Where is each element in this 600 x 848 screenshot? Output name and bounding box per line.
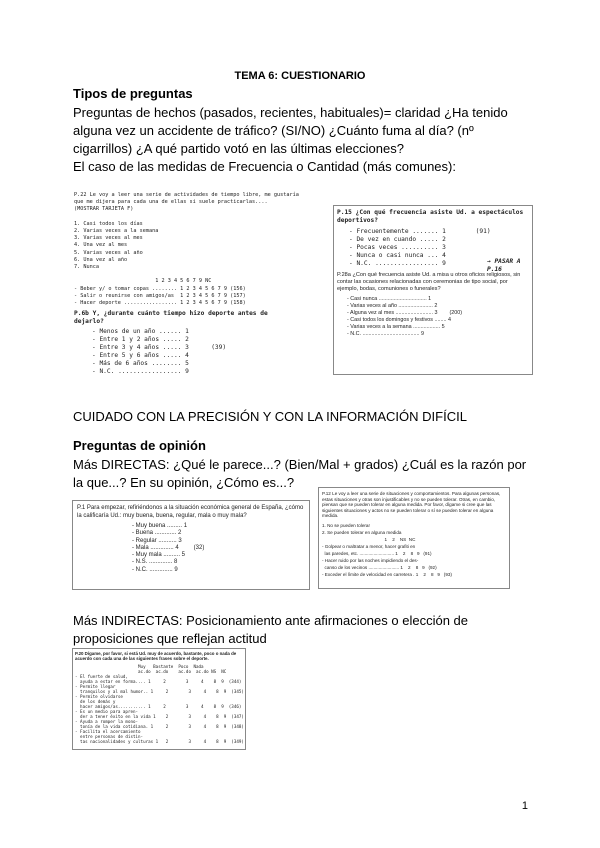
paragraph-indirect: Más INDIRECTAS: Posicionamiento ante afirmaciones o elección de proposiciones que reflejan actitud bbox=[73, 613, 468, 646]
scan-line: - Es un medio para apren- bbox=[75, 708, 139, 714]
scan-questionnaire-economy bbox=[72, 500, 310, 590]
scan-line: de los demás y bbox=[75, 698, 116, 704]
scan-line: - Beber y/ o tomar copas ........ 1 2 3 4 5 6 7 9 (156) bbox=[74, 285, 246, 292]
scan-line: - Entre 1 y 2 años ..... 2 bbox=[92, 336, 189, 344]
scan-line: tranquilos y al mal humor.. 1 2 3 4 8 9 (345) bbox=[75, 688, 244, 694]
scan-line: las paredes, etc. ........................... 1 2 8 9 (91) bbox=[322, 550, 432, 556]
scan-line: - Regular ........... 3 bbox=[132, 537, 182, 544]
scan-questionnaire-leisure bbox=[72, 190, 299, 385]
scan-line: - Casi todos los domingos y festivos ........ 4 bbox=[347, 317, 451, 323]
scan-line: - Frecuentemente ....... 1 (91) bbox=[349, 228, 491, 235]
scan-line: 1. No se pueden tolerar bbox=[322, 522, 371, 528]
scan-line: - N.C. .............. 9 bbox=[132, 566, 178, 573]
scan-line: - Nunca o casi nunca ... 4 bbox=[349, 252, 446, 259]
scan-c-question: P.1 Para empezar, refiriéndonos a la situación económica general de España, ¿cómo la calificaría Ud.: muy buena, buena, regular, mala o muy mala? bbox=[77, 505, 304, 519]
scan-a-question: P.6b Y, ¿durante cuánto tiempo hizo deporte antes de dejarlo? bbox=[74, 310, 268, 326]
scan-line: - Buena ............. 2 bbox=[132, 530, 182, 537]
scan-line: 1 2 NS NC bbox=[322, 536, 416, 542]
scan-line: canso de los vecinos ........................ 1 2 8 9 (92) bbox=[322, 564, 437, 570]
scan-line: - Ayuda a romper la mono- bbox=[75, 718, 139, 724]
scan-line: (MOSTRAR TARJETA F) bbox=[74, 206, 134, 213]
scan-line: 6. Una vez al año bbox=[74, 256, 128, 263]
paragraph-facts: Preguntas de hechos (pasados, recientes, habituales)= claridad ¿Ha tenido alguna vez un accidente de tráfico? (SI/NO) ¿Cuánto fuma al día? (nº cigarrillos) ¿A qué partido votó en las últimas elecciones? bbox=[73, 105, 508, 156]
scan-line: - Varias veces a la semana .................. 5 bbox=[347, 324, 445, 330]
scan-line: - Menos de un año ...... 1 bbox=[92, 328, 189, 336]
scan-line bbox=[74, 214, 270, 221]
page-title: TEMA 6: CUESTIONARIO bbox=[234, 70, 366, 82]
scan-line: - Más de 6 años ........ 5 bbox=[92, 360, 189, 368]
scan-line: - Permite llegar bbox=[75, 683, 116, 689]
scan-questionnaire-attendance bbox=[333, 205, 533, 375]
scan-b-question-1: P.15 ¿Con qué frecuencia asiste Ud. a espectáculos deportivos? bbox=[337, 209, 524, 224]
paragraph-frequency: El caso de las medidas de Frecuencia o Cantidad (más comunes): bbox=[73, 159, 456, 174]
scan-line: hacer amigos/as........... 1 2 3 4 8 9 (346) bbox=[75, 703, 242, 709]
scan-line: - Muy buena ......... 1 bbox=[132, 523, 188, 529]
scan-line: 7. Nunca bbox=[74, 264, 99, 271]
section-heading-types: Tipos de preguntas bbox=[73, 86, 193, 101]
scan-line: tonía de la vida cotidiana. 1 2 3 4 8 9 (348) bbox=[75, 723, 244, 729]
scan-line: - Varias veces al año ....................... 2 bbox=[347, 303, 438, 309]
scan-c-options bbox=[77, 523, 305, 574]
scan-line: - Entre 5 y 6 años ..... 4 bbox=[92, 352, 189, 360]
scan-line: - Hacer deporte ................. 1 2 3 4 5 6 7 9 (158) bbox=[74, 300, 246, 307]
scan-line: - Mala .............. 4 (32) bbox=[132, 544, 205, 551]
scan-line: - Muy mala .......... 5 bbox=[132, 552, 186, 559]
scan-line: ayuda a estar en forma.... 1 2 3 4 8 9 (344) bbox=[75, 678, 242, 684]
scan-line: 1. Casi todos los días bbox=[74, 220, 143, 227]
scan-line: 2. Se pueden tolerar en alguna medida bbox=[322, 529, 402, 535]
scan-questionnaire-sport-attitudes bbox=[72, 648, 246, 750]
scan-line: - Golpear o maltratar a menor, hacer grafiti en bbox=[322, 543, 416, 549]
section-heading-opinion: Preguntas de opinión bbox=[73, 438, 206, 453]
skip-label: PASAR A P.16 bbox=[487, 258, 521, 273]
scan-line: - Entre 3 y 4 años ..... 3 (39) bbox=[92, 344, 227, 352]
scan-b-question-2: P.28a ¿Con qué frecuencia asiste Ud. a misa u otros oficios religiosos, sin contar las ocasiones relacionadas con ceremonias de tipo social, por ejemplo, bodas, comuniones o funerales? bbox=[337, 272, 521, 292]
scan-line: entre personas de distin- bbox=[75, 733, 144, 739]
skip-arrow-label: → PASAR A P.16 bbox=[487, 258, 521, 273]
scan-line: 3. Varias veces al mes bbox=[74, 235, 143, 242]
scan-line: der a tener éxito en la vida 1 2 3 4 8 9 (347) bbox=[75, 713, 244, 719]
scan-line: tas nacionalidades y culturas 1 2 3 4 8 9 (349) bbox=[75, 738, 244, 744]
scan-e-header-2: ac.do ac.do ac.do ac.do NS NC bbox=[75, 668, 227, 674]
scan-line: 5. Varias veces al año bbox=[74, 249, 143, 256]
scan-questionnaire-tolerance bbox=[318, 487, 510, 589]
scan-a-lines bbox=[74, 192, 299, 307]
scan-line: - N.S. .............. 8 bbox=[132, 559, 178, 566]
page-number: 1 bbox=[521, 800, 528, 812]
scan-line: 2. Varias veces a la semana bbox=[74, 228, 159, 235]
scan-line: - Hacer ruido por las noches impidiendo el des- bbox=[322, 557, 419, 563]
scan-line: - N.C. ................. 9 bbox=[92, 368, 189, 376]
scan-e-question: P.20 Dígame, por favor, si está Ud. muy de acuerdo, bastante, poco o nada de acuerdo con cada una de las siguientes frases sobre el deporte. bbox=[75, 651, 237, 662]
scan-e-header: Muy Bastante Poco Nada bbox=[75, 663, 204, 669]
scan-line: - Alguna vez al mes ......................... 3 (200) bbox=[347, 310, 463, 316]
paragraph-direct: Más DIRECTAS: ¿Qué le parece...? (Bien/Mal + grados) ¿Cuál es la razón por la que...? En su opinión, ¿Cómo es...? bbox=[73, 457, 527, 490]
scan-line bbox=[74, 271, 270, 278]
scan-line: - Salir o reunirse con amigos/as 1 2 3 4 5 6 7 9 (157) bbox=[74, 292, 246, 299]
scan-line: 1 2 3 4 5 6 7 9 NC bbox=[74, 278, 212, 285]
scan-d-question: P.12 Le voy a leer una serie de situaciones y comportamientos. Para algunas personas, estas situaciones y otras son injustificables y no se pueden tolerar. Otras, en cambio, piensan que se pueden tolerar en alguna medida. Por favor, dígame si cree que las siguientes situaciones y actos no se pueden tolerar o sí se pueden tolerar en alguna medida. bbox=[322, 491, 501, 519]
scan-a-options bbox=[74, 328, 270, 376]
scan-line: - Facilita el acercamiento bbox=[75, 728, 141, 734]
scan-line: - Casi nunca ................................ 1 bbox=[347, 296, 432, 302]
scan-b-options-2 bbox=[337, 296, 529, 338]
scan-line: P.22 Le voy a leer una serie de actividades de tiempo libre, me gustaría bbox=[74, 192, 299, 198]
scan-line: 4. Una vez al mes bbox=[74, 242, 128, 249]
scan-line: - Pocas veces .......... 3 bbox=[349, 244, 446, 251]
scan-line: - Exceder el límite de velocidad en carretera . 1 2 8 9 (93) bbox=[322, 571, 452, 577]
scan-line: - Permite olvidarse bbox=[75, 693, 123, 699]
scan-line: - El fuerte de salud, bbox=[75, 673, 128, 679]
scan-line: - N.C. ...................................... 9 bbox=[347, 331, 424, 337]
scan-e-rows bbox=[75, 674, 243, 744]
scan-line: - N.C. ................. 9 bbox=[349, 260, 446, 267]
scan-line: que me dijera para cada una de ellas si suele practicarlas.... bbox=[74, 199, 268, 206]
scan-d-lines bbox=[322, 522, 506, 578]
scan-line: - De vez en cuando ..... 2 bbox=[349, 236, 446, 243]
caution-note: CUIDADO CON LA PRECISIÓN Y CON LA INFORMACIÓN DIFÍCIL bbox=[73, 409, 467, 424]
